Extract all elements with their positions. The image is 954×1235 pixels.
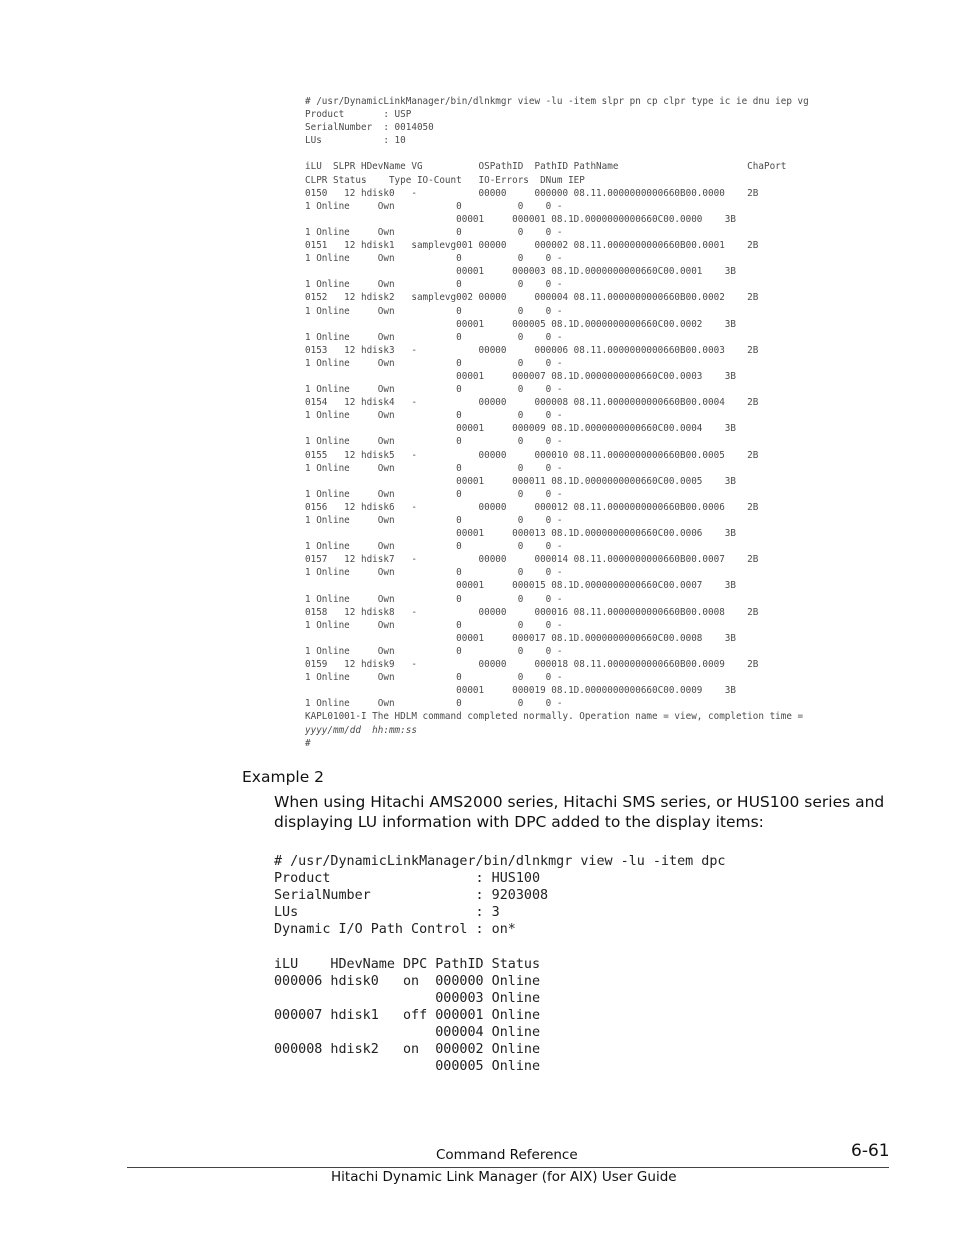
screenshot-line: Product : USP: [305, 109, 412, 121]
screenshot-line: 1 Online Own 0 0 0 -: [305, 253, 563, 265]
screenshot-time-placeholder: yyyy/mm/dd hh:mm:ss: [305, 724, 417, 736]
screenshot-line: 1 Online Own 0 0 0 -: [305, 436, 563, 448]
screenshot-line: KAPL01001-I The HDLM command completed normally. Operation name = view, completion time =: [305, 711, 804, 723]
footer-divider: [127, 1167, 889, 1168]
screenshot-line: 1 Online Own 0 0 0 -: [305, 515, 563, 526]
screenshot-line: 1 Online Own 0 0 0 -: [305, 645, 563, 657]
screenshot-line: # /usr/DynamicLinkManager/bin/dlnkmgr view -lu -item slpr pn cp clpr type ic ie dnu iep vg: [305, 96, 809, 107]
screenshot-line: 1 Online Own 0 0 0 -: [305, 619, 563, 631]
screenshot-line: 00001 000007 08.1D.0000000000660C00.0003 3B: [305, 370, 736, 382]
screenshot-line: 1 Online Own 0 0 0 -: [305, 384, 563, 396]
code-line: SerialNumber : 9203008: [274, 888, 549, 904]
screenshot-line: 1 Online Own 0 0 0 -: [305, 357, 563, 369]
code-line: 000007 hdisk1 off 000001 Online: [274, 1007, 541, 1023]
screenshot-line: 1 Online Own 0 0 0 -: [305, 410, 563, 422]
screenshot-line: 00001 000003 08.1D.0000000000660C00.0001 3B: [305, 266, 736, 278]
code-line: Dynamic I/O Path Control : on*: [274, 922, 516, 938]
screenshot-prompt: #: [305, 737, 311, 749]
code-line: 000005 Online: [274, 1059, 541, 1075]
screenshot-text: [305, 95, 905, 750]
screenshot-line: iLU SLPR HDevName VG OSPathID PathID PathName ChaPort: [305, 161, 787, 173]
code-line: 000006 hdisk0 on 000000 Online: [274, 973, 541, 989]
screenshot-line: 0150 12 hdisk0 - 00000 000000 08.11.0000000000660B00.0000 2B: [305, 187, 759, 199]
command-output-screenshot: [305, 95, 905, 755]
screenshot-line: 0157 12 hdisk7 - 00000 000014 08.11.0000000000660B00.0007 2B: [305, 554, 759, 566]
screenshot-line: 1 Online Own 0 0 0 -: [305, 331, 563, 343]
screenshot-line: 1 Online Own 0 0 0 -: [305, 541, 563, 553]
screenshot-line: 0159 12 hdisk9 - 00000 000018 08.11.0000000000660B00.0009 2B: [305, 659, 759, 671]
code-line: # /usr/DynamicLinkManager/bin/dlnkmgr view -lu -item dpc: [274, 854, 726, 869]
screenshot-line: 1 Online Own 0 0 0 -: [305, 200, 563, 212]
screenshot-line: CLPR Status Type IO-Count IO-Errors DNum IEP: [305, 174, 585, 186]
screenshot-line: 00001 000013 08.1D.0000000000660C00.0006 3B: [305, 528, 736, 540]
screenshot-line: 1 Online Own 0 0 0 -: [305, 488, 563, 500]
screenshot-line: SerialNumber : 0014050: [305, 122, 434, 134]
screenshot-line: 1 Online Own 0 0 0 -: [305, 305, 563, 317]
example-heading: Example 2: [242, 768, 325, 786]
screenshot-line: 1 Online Own 0 0 0 -: [305, 698, 563, 710]
code-example: [274, 853, 725, 1075]
screenshot-line: 1 Online Own 0 0 0 -: [305, 226, 563, 238]
screenshot-line: 00001 000019 08.1D.0000000000660C00.0009 3B: [305, 685, 736, 697]
screenshot-line: 0151 12 hdisk1 samplevg001 00000 000002 08.11.0000000000660B00.0001 2B: [305, 240, 759, 252]
screenshot-line: 0155 12 hdisk5 - 00000 000010 08.11.0000000000660B00.0005 2B: [305, 449, 759, 461]
page-number: 6-61: [851, 1141, 890, 1161]
footer-book-title: Hitachi Dynamic Link Manager (for AIX) User Guide: [331, 1169, 677, 1185]
code-line: Product : HUS100: [274, 871, 541, 887]
example-intro: When using Hitachi AMS2000 series, Hitachi SMS series, or HUS100 series and displaying LU information with DPC added to the display items:: [274, 793, 885, 831]
screenshot-line: 1 Online Own 0 0 0 -: [305, 567, 563, 579]
screenshot-line: 1 Online Own 0 0 0 -: [305, 279, 563, 291]
screenshot-line: 00001 000017 08.1D.0000000000660C00.0008 3B: [305, 632, 736, 644]
screenshot-line: 00001 000009 08.1D.0000000000660C00.0004 3B: [305, 423, 736, 435]
screenshot-line: 00001 000005 08.1D.0000000000660C00.0002 3B: [305, 318, 736, 330]
screenshot-line: 1 Online Own 0 0 0 -: [305, 462, 563, 474]
screenshot-line: 1 Online Own 0 0 0 -: [305, 672, 563, 684]
screenshot-line: 0153 12 hdisk3 - 00000 000006 08.11.0000000000660B00.0003 2B: [305, 344, 759, 356]
screenshot-line: 0152 12 hdisk2 samplevg002 00000 000004 08.11.0000000000660B00.0002 2B: [305, 292, 759, 304]
screenshot-line: 1 Online Own 0 0 0 -: [305, 593, 563, 605]
footer-section-title: Command Reference: [436, 1147, 578, 1163]
screenshot-line: 0156 12 hdisk6 - 00000 000012 08.11.0000000000660B00.0006 2B: [305, 501, 759, 513]
screenshot-line: 00001 000015 08.1D.0000000000660C00.0007 3B: [305, 580, 736, 592]
code-line: iLU HDevName DPC PathID Status: [274, 956, 541, 972]
screenshot-line: 0154 12 hdisk4 - 00000 000008 08.11.0000000000660B00.0004 2B: [305, 397, 759, 409]
code-line: LUs : 3: [274, 905, 500, 921]
code-line: 000003 Online: [274, 990, 541, 1006]
screenshot-line: 0158 12 hdisk8 - 00000 000016 08.11.0000000000660B00.0008 2B: [305, 606, 759, 618]
screenshot-line: LUs : 10: [305, 135, 406, 147]
code-line: 000008 hdisk2 on 000002 Online: [274, 1042, 541, 1058]
code-line: 000004 Online: [274, 1024, 541, 1040]
screenshot-line: 00001 000011 08.1D.0000000000660C00.0005 3B: [305, 475, 736, 487]
screenshot-line: 00001 000001 08.1D.0000000000660C00.0000 3B: [305, 213, 736, 225]
